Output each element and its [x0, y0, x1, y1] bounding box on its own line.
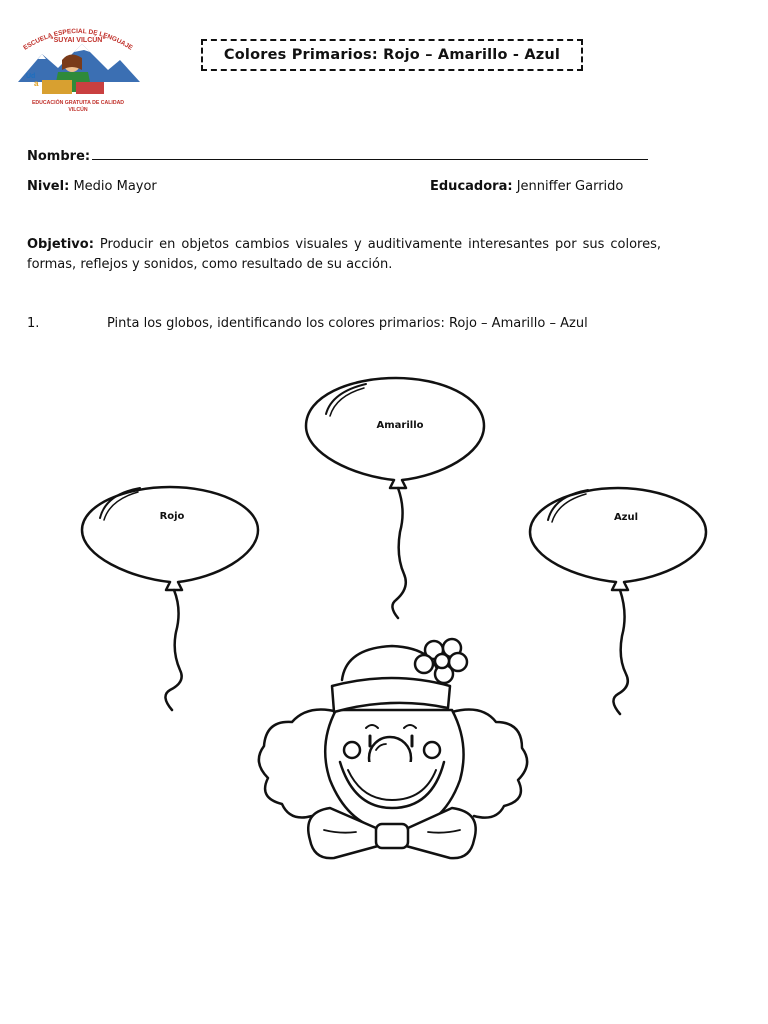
educadora-field [430, 177, 623, 197]
instruction-text: Pinta los globos, identificando los colores primarios: Rojo – Amarillo – Azul [107, 316, 588, 331]
balloon-label-amarillo: Amarillo [376, 420, 424, 431]
nombre-label: Nombre: [27, 149, 91, 164]
balloon-label-rojo: Rojo [159, 511, 185, 522]
objetivo-text: Producir en objetos cambios visuales y auditivamente interesantes por sus colores, formas, reflejos y sonidos, como resultado de su acción. [27, 237, 661, 272]
title-text: Colores Primarios: Rojo – Amarillo - Azul [223, 47, 561, 63]
school-logo-icon [12, 20, 144, 120]
nombre-field [27, 147, 648, 167]
logo-school-name: "SUYAI VILCÚN" [50, 37, 106, 44]
logo-arc-text: ESCUELA ESPECIAL DE LENGUAJE [22, 27, 134, 52]
svg-text:Ud: Ud [26, 73, 36, 80]
svg-text:a: a [34, 79, 39, 88]
educadora-value: Jenniffer Garrido [516, 179, 624, 194]
educadora-label: Educadora: [430, 179, 513, 194]
nivel-field [27, 177, 157, 197]
clown-icon[interactable] [259, 639, 527, 858]
nivel-label: Nivel: [27, 179, 70, 194]
objetivo-label: Objetivo: [27, 237, 94, 252]
balloon-label-azul: Azul [613, 512, 639, 523]
instruction [27, 314, 588, 334]
logo-motto-1: EDUCACIÓN GRATUITA DE CALIDAD [31, 100, 125, 106]
balloon-amarillo[interactable] [306, 378, 484, 618]
worksheet-title [201, 39, 583, 71]
nombre-blank-line[interactable] [92, 147, 648, 160]
coloring-drawing [0, 360, 768, 880]
instruction-number: 1. [27, 316, 40, 331]
objetivo-paragraph [27, 235, 661, 275]
nivel-value: Medio Mayor [73, 179, 157, 194]
logo-motto-2: VILCÚN [68, 107, 88, 113]
